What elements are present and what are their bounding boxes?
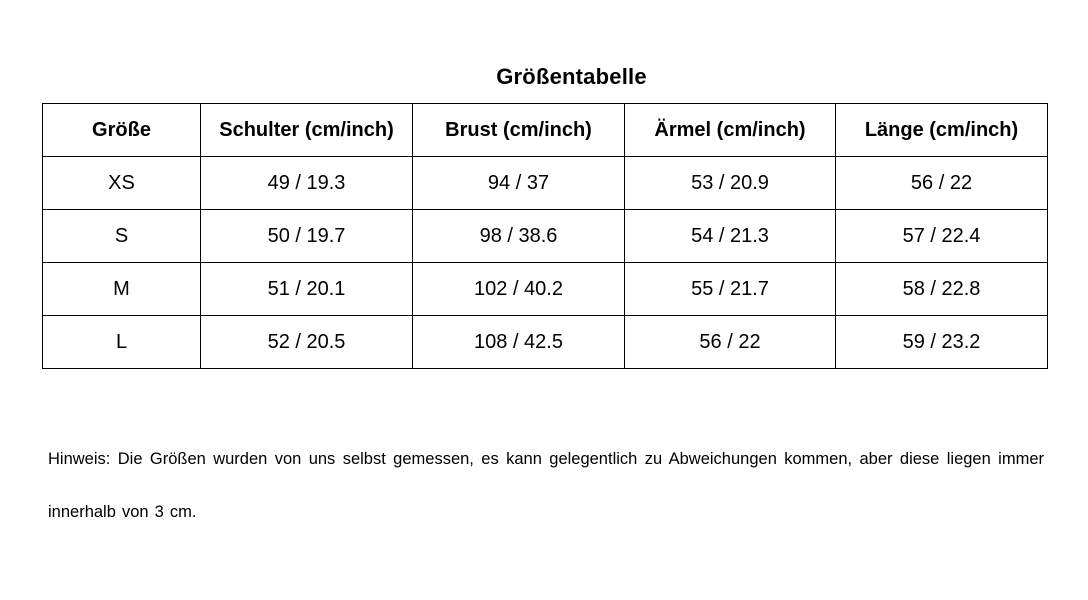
table-cell: S — [43, 210, 201, 263]
table-cell: 94 / 37 — [413, 157, 625, 210]
column-header-chest: Brust (cm/inch) — [413, 104, 625, 157]
table-cell: 56 / 22 — [836, 157, 1048, 210]
table-cell: 51 / 20.1 — [201, 263, 413, 316]
page-title: Größentabelle — [496, 64, 647, 89]
column-header-length: Länge (cm/inch) — [836, 104, 1048, 157]
table-cell: 59 / 23.2 — [836, 316, 1048, 369]
table-cell: 49 / 19.3 — [201, 157, 413, 210]
table-cell: 55 / 21.7 — [625, 263, 836, 316]
column-header-sleeve: Ärmel (cm/inch) — [625, 104, 836, 157]
table-cell: 54 / 21.3 — [625, 210, 836, 263]
column-header-shoulder: Schulter (cm/inch) — [201, 104, 413, 157]
table-cell: 53 / 20.9 — [625, 157, 836, 210]
table-cell: 52 / 20.5 — [201, 316, 413, 369]
table-row — [43, 157, 1048, 210]
table-cell: 56 / 22 — [625, 316, 836, 369]
table-cell: 102 / 40.2 — [413, 263, 625, 316]
column-header-size: Größe — [43, 104, 201, 157]
table-cell: 98 / 38.6 — [413, 210, 625, 263]
table-cell: 57 / 22.4 — [836, 210, 1048, 263]
table-cell: M — [43, 263, 201, 316]
size-table — [42, 103, 1048, 369]
table-header-row — [43, 104, 1048, 157]
table-row — [43, 316, 1048, 369]
table-cell: 108 / 42.5 — [413, 316, 625, 369]
table-cell: XS — [43, 157, 201, 210]
table-row — [43, 263, 1048, 316]
table-row — [43, 210, 1048, 263]
table-cell: 50 / 19.7 — [201, 210, 413, 263]
table-cell: 58 / 22.8 — [836, 263, 1048, 316]
table-cell: L — [43, 316, 201, 369]
measurement-note: Hinweis: Die Größen wurden von uns selbst gemessen, es kann gelegentlich zu Abweichungen kommen, aber diese liegen immer innerhalb von 3 cm. — [48, 450, 1044, 521]
